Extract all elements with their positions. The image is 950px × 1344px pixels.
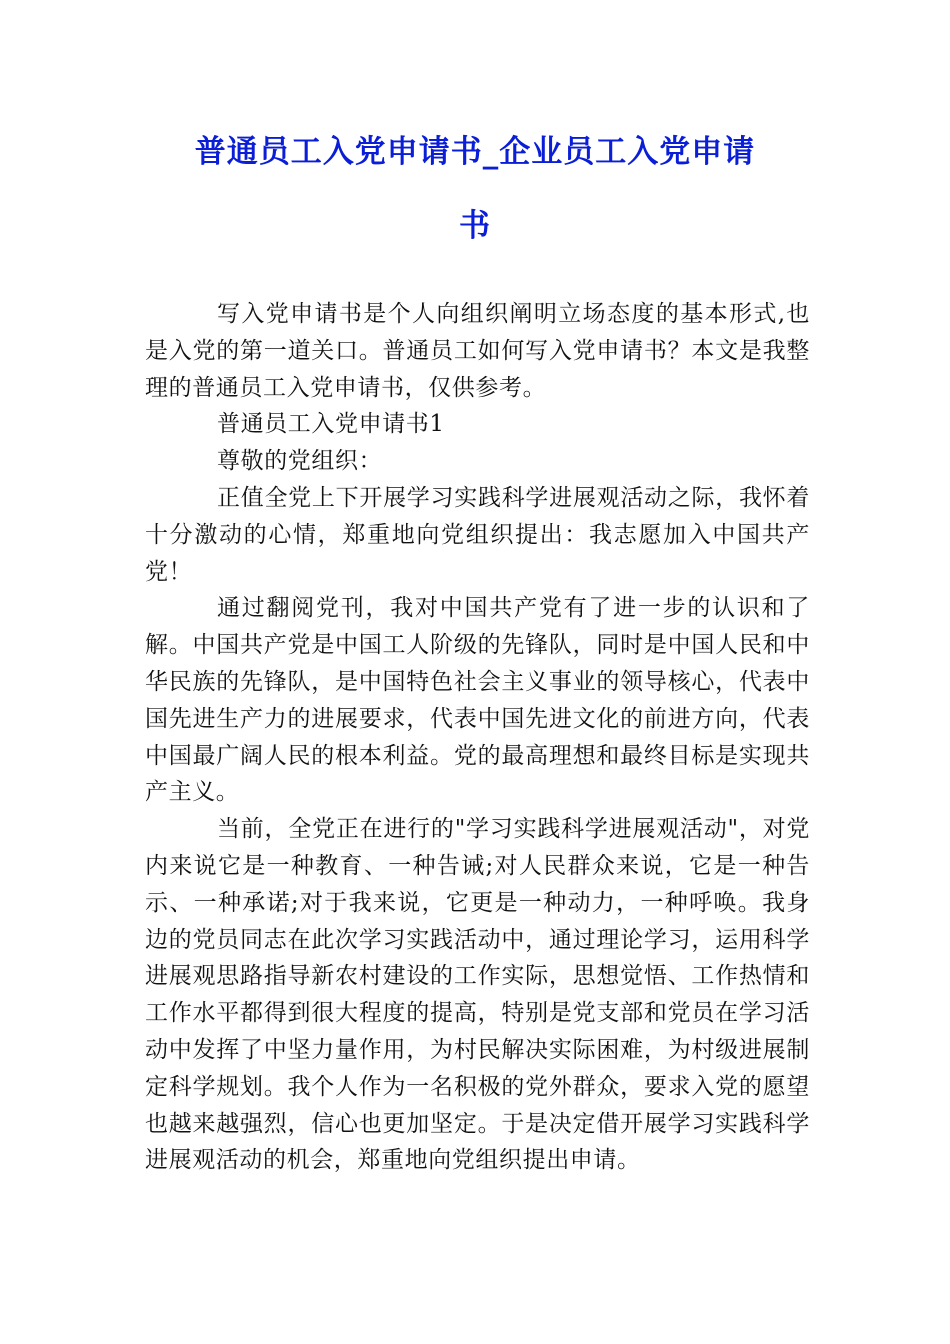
section-heading: 普通员工入党申请书1 [217, 411, 445, 438]
document-body [145, 296, 810, 1179]
intro-paragraph: 写入党申请书是个人向组织阐明立场态度的基本形式,也是入党的第一道关口。普通员工如何写入党申请书？本文是我整理的普通员工入党申请书，仅供参考。 [145, 301, 810, 401]
body-paragraph: 当前，全党正在进行的"学习实践科学进展观活动"，对党内来说它是一种教育、一种告诫;对人民群众来说，它是一种告示、一种承诺;对于我来说，它更是一种动力，一种呼唤。我身边的党员同志在此次学习实践活动中，通过理论学习，运用科学进展观思路指导新农村建设的工作实际，思想觉悟、工作热情和工作水平都得到很大程度的提高，特别是党支部和党员在学习活动中发挥了中坚力量作用，为村民解决实际困难，为村级进展制定科学规划。我个人作为一名积极的党外群众，要求入党的愿望也越来越强烈，信心也更加坚定。于是决定借开展学习实践科学进展观活动的机会，郑重地向党组织提出申请。 [145, 816, 810, 1174]
document-title-line-2: 书 [459, 208, 491, 244]
body-paragraph: 正值全党上下开展学习实践科学进展观活动之际，我怀着十分激动的心情，郑重地向党组织提出：我志愿加入中国共产党！ [145, 484, 810, 585]
document-title-line-1: 普通员工入党申请书_企业员工入党申请 [194, 134, 756, 170]
body-paragraph: 通过翻阅党刊，我对中国共产党有了进一步的认识和了解。中国共产党是中国工人阶级的先锋队，同时是中国人民和中华民族的先锋队，是中国特色社会主义事业的领导核心，代表中国先进生产力的进展要求，代表中国先进文化的前进方向，代表中国最广阔人民的根本利益。党的最高理想和最终目标是实现共产主义。 [145, 595, 810, 806]
salutation: 尊敬的党组织： [217, 448, 383, 475]
